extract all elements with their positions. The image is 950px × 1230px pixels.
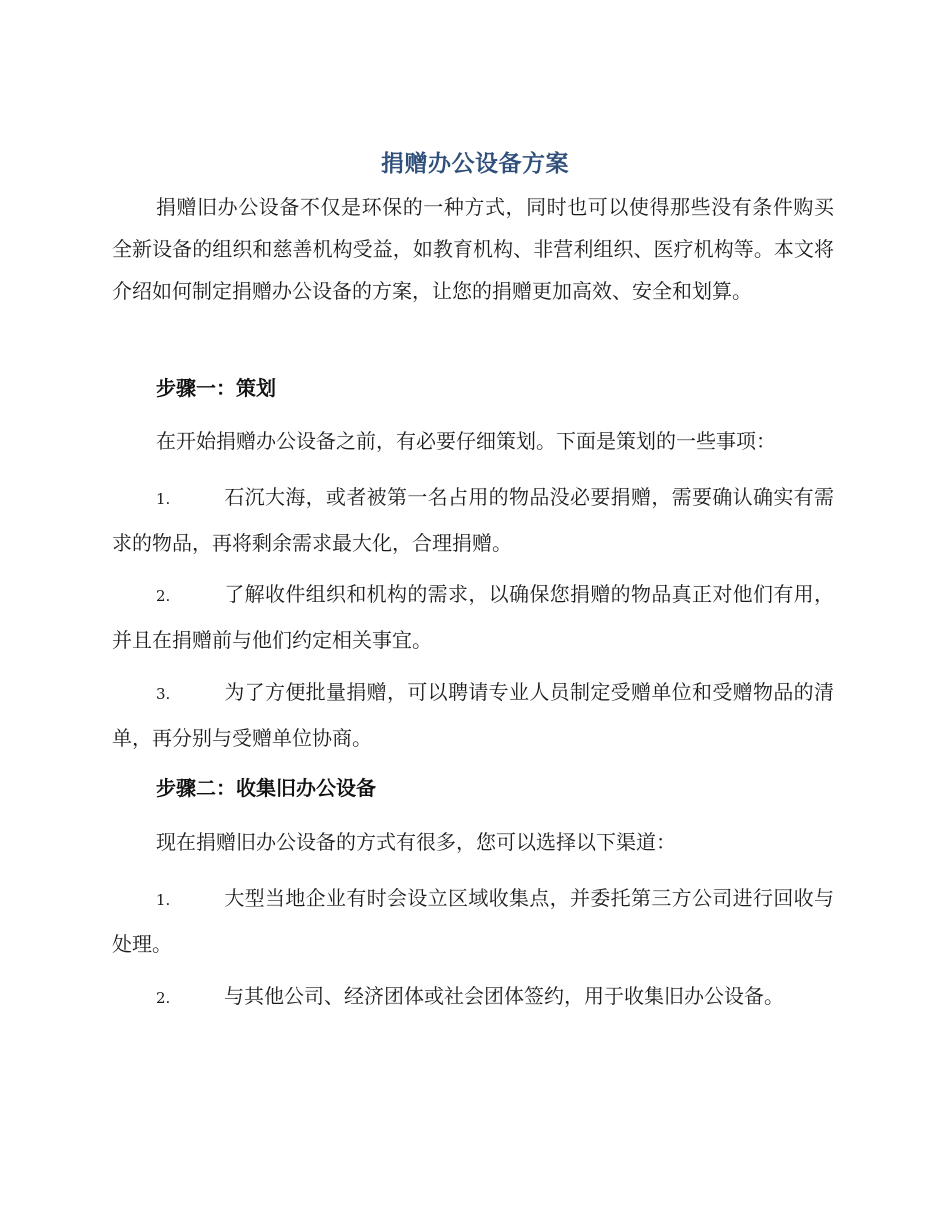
step1-list-item-2 xyxy=(112,572,834,662)
list-item-text: 石沉大海，或者被第一名占用的物品没必要捐赠，需要确认确实有需求的物品，再将剩余需求最大化，合理捐赠。 xyxy=(112,485,834,555)
list-number: 2. xyxy=(156,989,171,1007)
list-number: 3. xyxy=(156,685,171,703)
list-item-text: 大型当地企业有时会设立区域收集点，并委托第三方公司进行回收与处理。 xyxy=(112,886,834,956)
list-number: 1. xyxy=(156,891,171,909)
step2-lead: 现在捐赠旧办公设备的方式有很多，您可以选择以下渠道： xyxy=(156,830,676,854)
step2-heading: 步骤二：收集旧办公设备 xyxy=(156,776,376,800)
step2-list-item-2 xyxy=(112,974,834,1020)
list-number: 2. xyxy=(156,587,171,605)
list-number: 1. xyxy=(156,490,171,508)
list-item-text: 与其他公司、经济团体或社会团体签约，用于收集旧办公设备。 xyxy=(224,984,784,1008)
list-item-text: 为了方便批量捐赠，可以聘请专业人员制定受赠单位和受赠物品的清单，再分别与受赠单位协商。 xyxy=(112,680,834,750)
step1-heading: 步骤一：策划 xyxy=(156,376,276,400)
step2-list-item-1 xyxy=(112,876,834,966)
step1-list-item-3 xyxy=(112,670,834,760)
step1-list-item-1 xyxy=(112,475,834,565)
document-title: 捐赠办公设备方案 xyxy=(381,151,569,177)
intro-paragraph: 捐赠旧办公设备不仅是环保的一种方式，同时也可以使得那些没有条件购买全新设备的组织和慈善机构受益，如教育机构、非营利组织、医疗机构等。本文将介绍如何制定捐赠办公设备的方案，让您的捐赠更加高效、安全和划算。 xyxy=(112,195,834,303)
step1-lead: 在开始捐赠办公设备之前，有必要仔细策划。下面是策划的一些事项： xyxy=(156,429,776,453)
list-item-text: 了解收件组织和机构的需求，以确保您捐赠的物品真正对他们有用，并且在捐赠前与他们约定相关事宜。 xyxy=(112,582,834,652)
